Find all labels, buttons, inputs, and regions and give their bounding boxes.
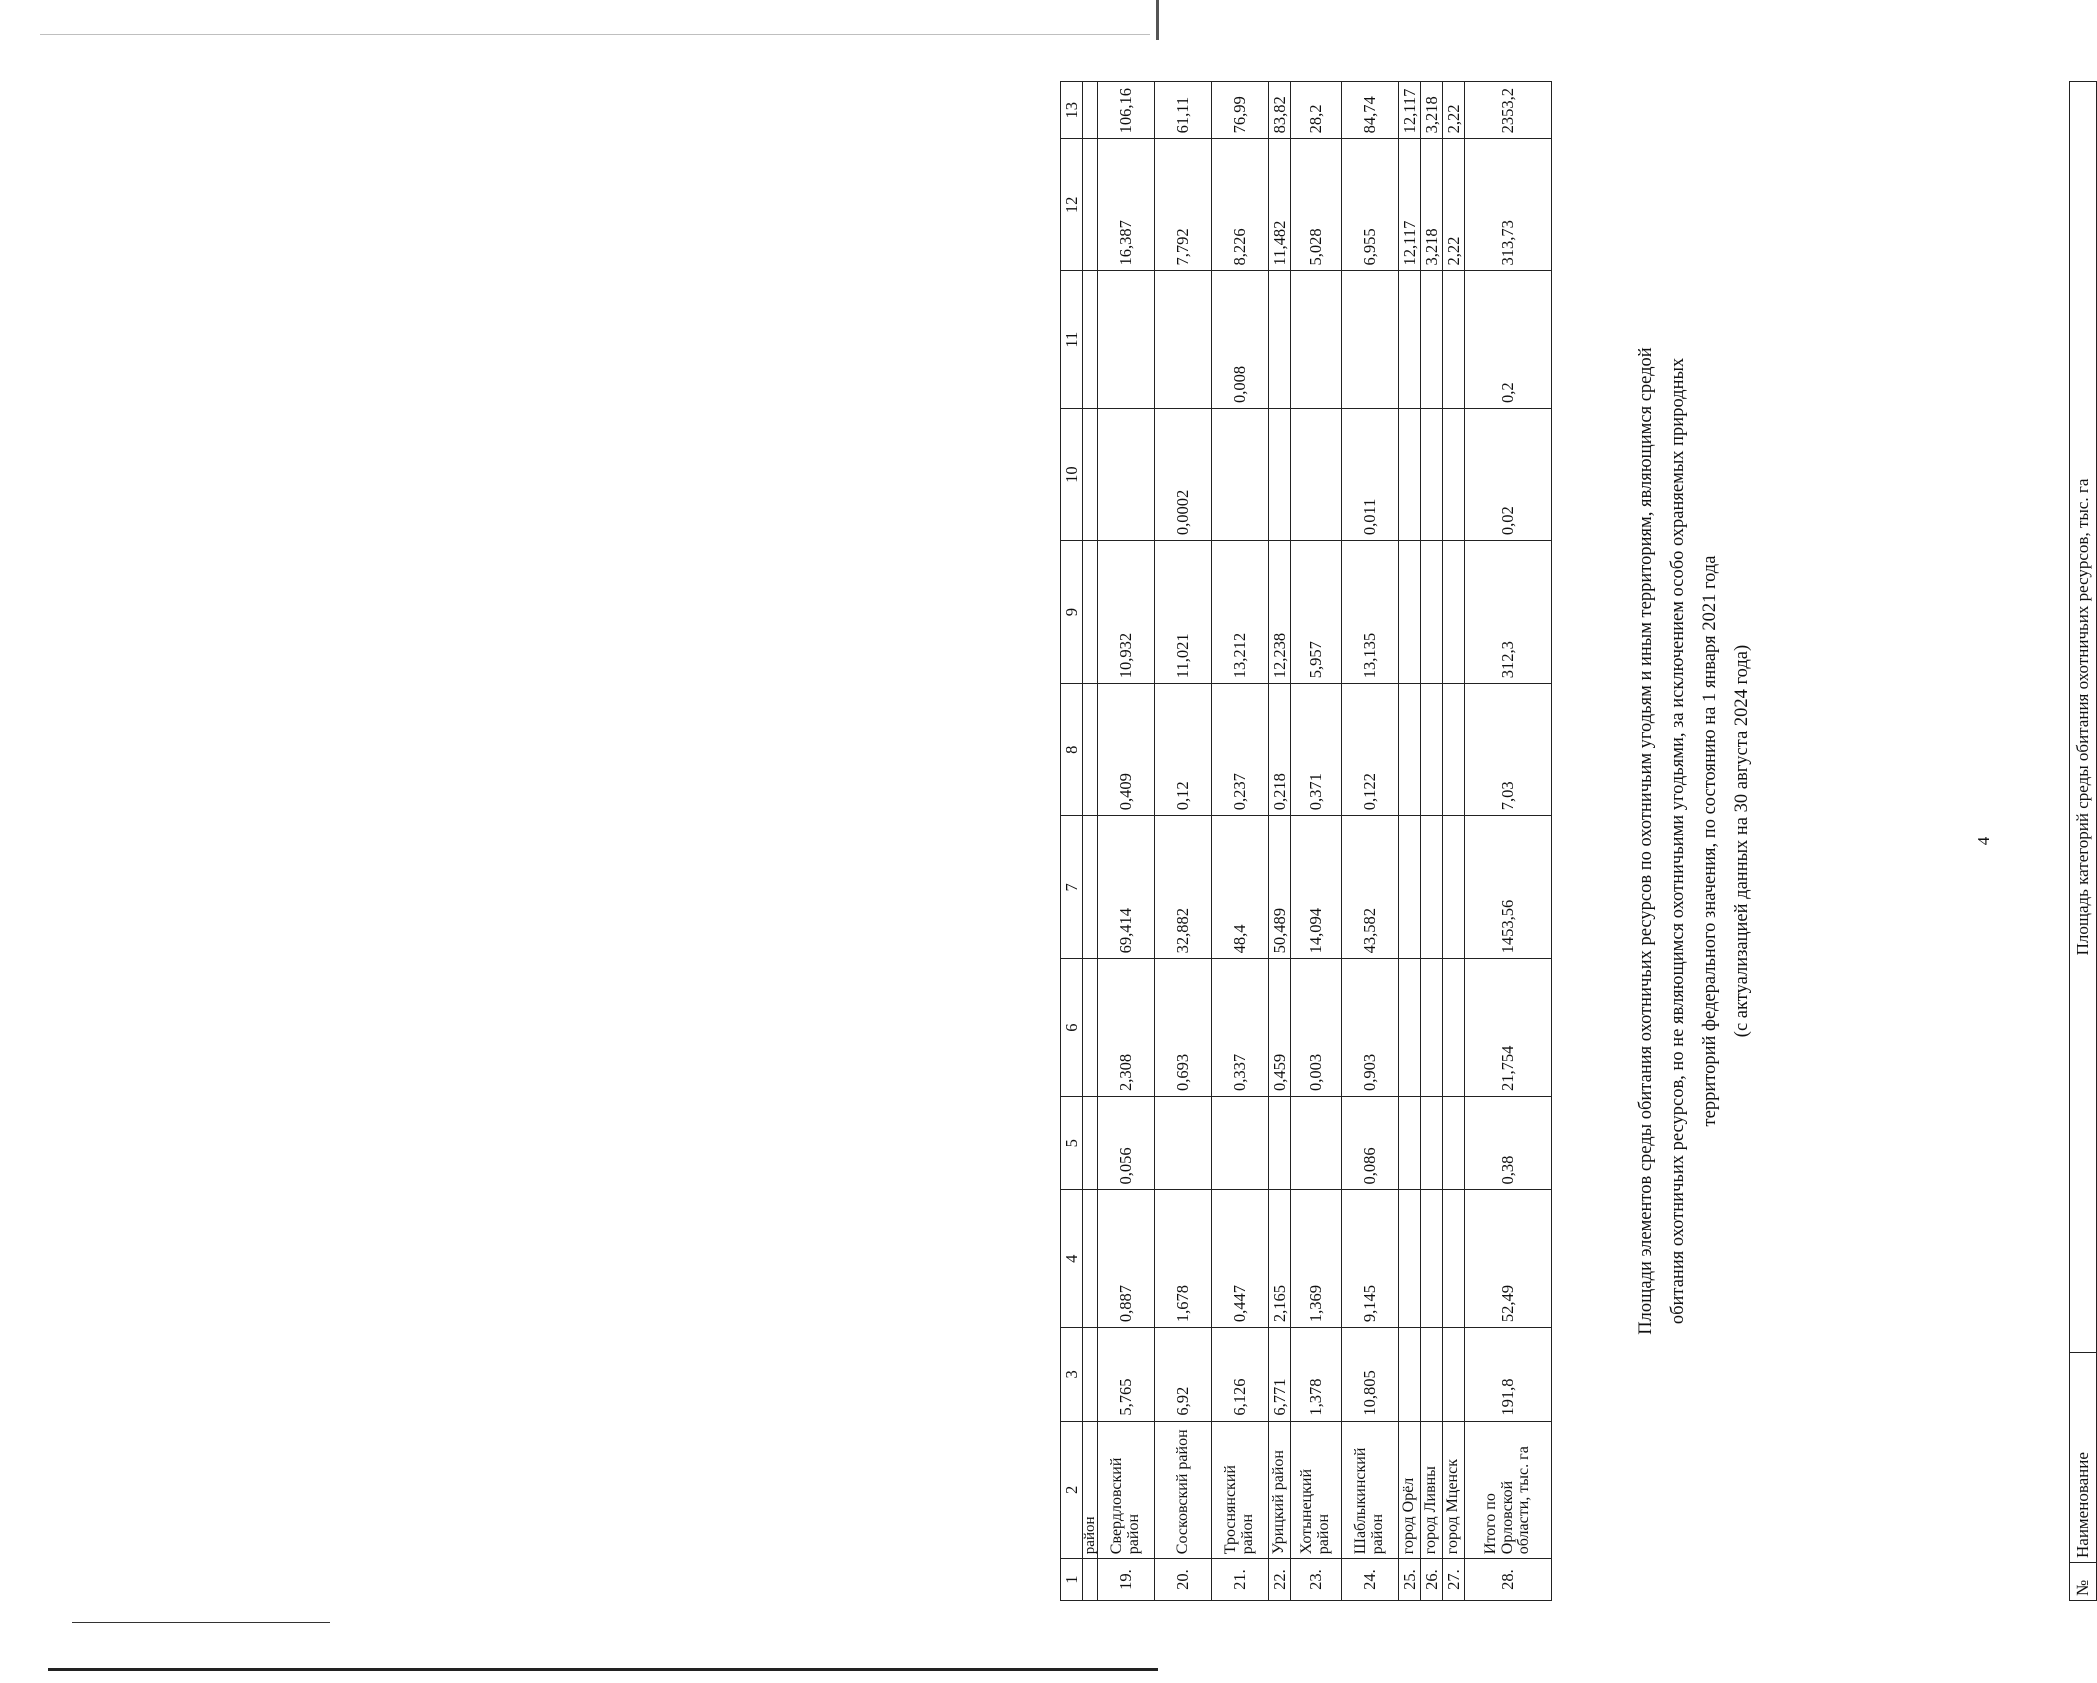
cell: 0,0002	[1155, 409, 1212, 541]
cell: 5,765	[1098, 1328, 1155, 1422]
header-cell: 9	[1061, 541, 1083, 684]
cell	[1399, 271, 1421, 409]
row-name: Хотынецкий район	[1291, 1421, 1342, 1559]
cell: 52,49	[1465, 1190, 1552, 1328]
cell	[1443, 541, 1465, 684]
cell: 0,008	[1212, 271, 1269, 409]
cell: 10,932	[1098, 541, 1155, 684]
table-row	[1098, 82, 1155, 1601]
row-number: 26.	[1421, 1559, 1443, 1601]
cell: 1,369	[1291, 1190, 1342, 1328]
row-name: Итого по Орловской области, тыс. га	[1465, 1421, 1552, 1559]
cell: 6,92	[1155, 1328, 1212, 1422]
cell: 3,218	[1421, 139, 1443, 271]
cell	[1443, 1096, 1465, 1190]
cell: 0,12	[1155, 684, 1212, 816]
continued-label: район	[1083, 1421, 1098, 1559]
cell: 2,165	[1269, 1190, 1291, 1328]
cell	[1421, 1190, 1443, 1328]
cell: 0,003	[1291, 959, 1342, 1097]
cell: 7,03	[1465, 684, 1552, 816]
cell: 0,122	[1342, 684, 1399, 816]
table-row	[1212, 82, 1269, 1601]
cell: 0,409	[1098, 684, 1155, 816]
cell: 3,218	[1421, 82, 1443, 139]
header-cell: 6	[1061, 959, 1083, 1097]
cell: 43,582	[1342, 816, 1399, 959]
cell: 6,955	[1342, 139, 1399, 271]
cell: 2,308	[1098, 959, 1155, 1097]
cell	[1421, 409, 1443, 541]
row-name: Свердловский район	[1098, 1421, 1155, 1559]
cell	[1443, 271, 1465, 409]
cell	[1399, 959, 1421, 1097]
cell	[1421, 1096, 1443, 1190]
header-cell: 10	[1061, 409, 1083, 541]
cell: 50,489	[1269, 816, 1291, 959]
table-total-row	[1465, 82, 1552, 1601]
header-cell: 1	[1061, 1559, 1083, 1601]
cell: 6,771	[1269, 1328, 1291, 1422]
cell: 28,2	[1291, 82, 1342, 139]
cell	[1399, 1328, 1421, 1422]
rotated-page-content	[1060, 81, 2092, 1601]
row-number: 24.	[1342, 1559, 1399, 1601]
row-number: 22.	[1269, 1559, 1291, 1601]
cell: 106,16	[1098, 82, 1155, 139]
cell: 48,4	[1212, 816, 1269, 959]
cell	[1269, 1096, 1291, 1190]
row-number: 25.	[1399, 1559, 1421, 1601]
header-cell: 8	[1061, 684, 1083, 816]
habitat-area-table	[1060, 81, 1552, 1601]
cell: 11,021	[1155, 541, 1212, 684]
cell	[1443, 1190, 1465, 1328]
cell	[1443, 1328, 1465, 1422]
column-number-header: №	[2070, 1563, 2097, 1601]
cell	[1443, 816, 1465, 959]
cell: 0,02	[1465, 409, 1552, 541]
cell: 8,226	[1212, 139, 1269, 271]
row-name: Троснянский район	[1212, 1421, 1269, 1559]
cell: 0,2	[1465, 271, 1552, 409]
cell: 32,882	[1155, 816, 1212, 959]
cell	[1421, 541, 1443, 684]
header-cell: 7	[1061, 816, 1083, 959]
cell: 0,056	[1098, 1096, 1155, 1190]
table-row	[1155, 82, 1212, 1601]
cell	[1421, 959, 1443, 1097]
cell	[1399, 1190, 1421, 1328]
continued-row	[1083, 82, 1098, 1601]
cell: 5,957	[1291, 541, 1342, 684]
page-number: 4	[1974, 836, 1993, 846]
row-name: Сосковский район	[1155, 1421, 1212, 1559]
cell	[1421, 1328, 1443, 1422]
cell	[1421, 816, 1443, 959]
table-row	[1399, 82, 1421, 1601]
caption-line: обитания охотничьих ресурсов, но не являющимся охотничьими угодьями, за исключением особо охраняемых природных	[1668, 357, 1688, 1325]
cell: 11,482	[1269, 139, 1291, 271]
cell	[1269, 271, 1291, 409]
row-number: 23.	[1291, 1559, 1342, 1601]
cell	[1291, 271, 1342, 409]
cell: 9,145	[1342, 1190, 1399, 1328]
cell	[1212, 1096, 1269, 1190]
row-number: 28.	[1465, 1559, 1552, 1601]
row-number: 20.	[1155, 1559, 1212, 1601]
cell: 0,38	[1465, 1096, 1552, 1190]
category-area-table-header	[2069, 81, 2097, 1601]
row-name: Шаблыкинский район	[1342, 1421, 1399, 1559]
cell: 191,8	[1465, 1328, 1552, 1422]
cell	[1399, 541, 1421, 684]
cell: 61,11	[1155, 82, 1212, 139]
header-cell: 13	[1061, 82, 1083, 139]
section-caption	[1630, 81, 1758, 1601]
caption-line: территорий федерального значения, по состоянию на 1 января 2021 года	[1700, 555, 1720, 1127]
cell	[1342, 271, 1399, 409]
cell: 0,693	[1155, 959, 1212, 1097]
cell	[1212, 409, 1269, 541]
cell	[1399, 409, 1421, 541]
cell: 2,22	[1443, 82, 1465, 139]
cell: 0,459	[1269, 959, 1291, 1097]
cell	[1098, 271, 1155, 409]
cell: 13,212	[1212, 541, 1269, 684]
cell: 13,135	[1342, 541, 1399, 684]
cell	[1421, 271, 1443, 409]
cell: 0,218	[1269, 684, 1291, 816]
cell: 10,805	[1342, 1328, 1399, 1422]
table-row	[1443, 82, 1465, 1601]
cell: 0,337	[1212, 959, 1269, 1097]
row-number: 19.	[1098, 1559, 1155, 1601]
caption-line: Площади элементов среды обитания охотничьих ресурсов по охотничьим угодьям и иным территориям, являющимся средой	[1636, 347, 1656, 1335]
cell: 313,73	[1465, 139, 1552, 271]
cell: 0,371	[1291, 684, 1342, 816]
cell	[1443, 959, 1465, 1097]
cell: 312,3	[1465, 541, 1552, 684]
row-number: 27.	[1443, 1559, 1465, 1601]
cell: 14,094	[1291, 816, 1342, 959]
table-header-row	[1061, 82, 1083, 1601]
cell: 1,678	[1155, 1190, 1212, 1328]
cell: 12,238	[1269, 541, 1291, 684]
cell: 2,22	[1443, 139, 1465, 271]
row-name: Урицкий район	[1269, 1421, 1291, 1559]
cell: 69,414	[1098, 816, 1155, 959]
cell: 0,086	[1342, 1096, 1399, 1190]
cell	[1269, 409, 1291, 541]
cell	[1399, 1096, 1421, 1190]
header-cell: 11	[1061, 271, 1083, 409]
cell: 21,754	[1465, 959, 1552, 1097]
table-row	[1291, 82, 1342, 1601]
cell	[1443, 684, 1465, 816]
cell: 1,378	[1291, 1328, 1342, 1422]
cell	[1443, 409, 1465, 541]
cell	[1291, 409, 1342, 541]
cell: 5,028	[1291, 139, 1342, 271]
cell	[1291, 1096, 1342, 1190]
cell: 0,237	[1212, 684, 1269, 816]
table-row	[1269, 82, 1291, 1601]
cell: 16,387	[1098, 139, 1155, 271]
cell: 1453,56	[1465, 816, 1552, 959]
cell: 0,447	[1212, 1190, 1269, 1328]
row-name: город Орёл	[1399, 1421, 1421, 1559]
cell: 0,011	[1342, 409, 1399, 541]
column-name-header: Наименование	[2070, 1353, 2097, 1563]
column-area-header: Площадь категорий среды обитания охотничьих ресурсов, тыс. га	[2070, 82, 2097, 1353]
cell: 76,99	[1212, 82, 1269, 139]
table-header-row	[2070, 82, 2097, 1601]
cell: 2353,2	[1465, 82, 1552, 139]
cell: 12,117	[1399, 139, 1421, 271]
row-name: город Ливны	[1421, 1421, 1443, 1559]
header-cell: 5	[1061, 1096, 1083, 1190]
header-cell: 12	[1061, 139, 1083, 271]
caption-line: (с актуализацией данных на 30 августа 2024 года)	[1732, 644, 1752, 1038]
row-number: 21.	[1212, 1559, 1269, 1601]
cell: 12,117	[1399, 82, 1421, 139]
row-name: город Мценск	[1443, 1421, 1465, 1559]
table-row	[1421, 82, 1443, 1601]
cell: 7,792	[1155, 139, 1212, 271]
header-cell: 4	[1061, 1190, 1083, 1328]
cell: 6,126	[1212, 1328, 1269, 1422]
cell	[1399, 816, 1421, 959]
cell: 0,903	[1342, 959, 1399, 1097]
header-cell: 3	[1061, 1328, 1083, 1422]
cell: 83,82	[1269, 82, 1291, 139]
header-cell: 2	[1061, 1421, 1083, 1559]
cell: 0,887	[1098, 1190, 1155, 1328]
cell	[1098, 409, 1155, 541]
cell	[1399, 684, 1421, 816]
cell	[1155, 1096, 1212, 1190]
cell	[1155, 271, 1212, 409]
cell	[1421, 684, 1443, 816]
cell: 84,74	[1342, 82, 1399, 139]
table-row	[1342, 82, 1399, 1601]
